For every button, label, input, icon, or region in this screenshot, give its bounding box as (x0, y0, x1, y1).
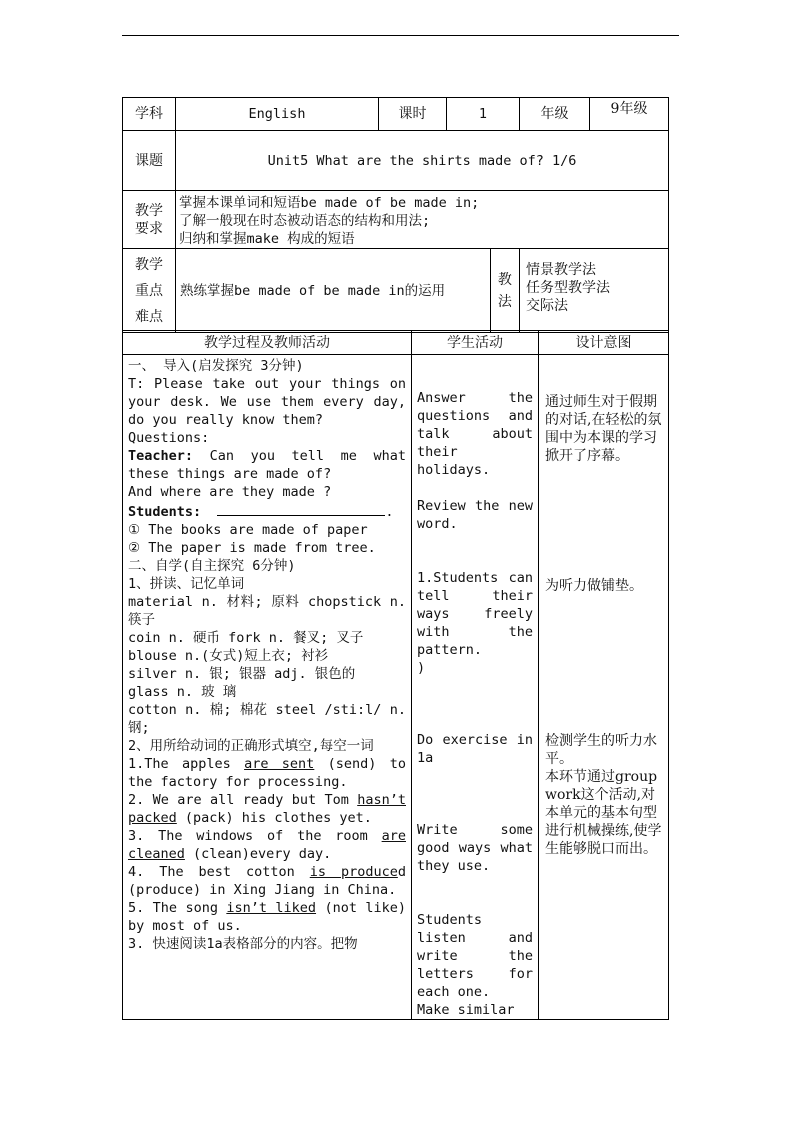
exercise-item (128, 899, 406, 935)
process-text: T: Please take out your things on your desk. We use them every day, do you really know them? (128, 376, 406, 428)
grade-value: 9年级 (590, 98, 669, 131)
col-design-header: 设计意图 (539, 331, 669, 355)
teacher-text: Can you tell me what these things are made of? (128, 448, 406, 482)
section-title: 二、自学(自主探究 6分钟) (128, 558, 296, 574)
process-text: 1、拼读、记忆单词 (128, 576, 245, 592)
period-label: 课时 (379, 98, 447, 131)
spacer (417, 551, 533, 569)
design-note: 本环节通过group work这个活动,对本单元的基本句型进行机械操练,使学生能够脱口而出。 (545, 769, 662, 857)
student-activity: Students listen and write the letters for each one. (417, 912, 533, 1000)
exercise-item (128, 791, 406, 827)
section-title: 一、 导入(启发探究 3分钟) (128, 358, 304, 374)
exercise-answer: isn’t liked (226, 900, 317, 916)
req-content (176, 191, 669, 249)
vocab-line: glass n. 玻 璃 (128, 684, 237, 700)
spacer (417, 803, 533, 821)
key-method-inner (176, 249, 519, 332)
exercise-text: 3. The windows of the room (128, 828, 382, 844)
answer-blank (217, 501, 385, 516)
period-value: 1 (447, 98, 520, 131)
exercise-item (128, 863, 406, 899)
process-text: ② The paper is made from tree. (128, 540, 376, 556)
spacer (417, 767, 533, 785)
col-student-header: 学生活动 (412, 331, 539, 355)
exercise-item (128, 755, 406, 791)
exercise-answer: hasn’t packed (128, 792, 406, 826)
design-note: 为听力做铺垫。 (545, 578, 643, 594)
student-activity: Answer the questions and talk about their holidays. (417, 390, 533, 478)
students-line: Students: . (128, 501, 406, 521)
exercise-answer: is produce (309, 864, 398, 880)
subject-label: 学科 (123, 98, 176, 131)
exercise-text: (clean)every day. (184, 846, 332, 862)
process-text (128, 447, 406, 483)
method-item: 任务型教学法 (526, 280, 610, 296)
req-line: 掌握本课单词和短语be made of be made in; (179, 195, 480, 211)
exercise-text: 2. We are all ready but Tom (128, 792, 358, 808)
exercise-text: (not like) by most of us. (128, 900, 406, 934)
vocab-line: cotton n. 棉; 棉花 steel /sti:l/ n. 钢; (128, 702, 406, 736)
student-activity: Make similar (417, 1002, 515, 1018)
key-label: 教学重点难点 (123, 249, 176, 333)
topic-label: 课题 (123, 131, 176, 191)
key-method-wrap (176, 249, 520, 333)
process-text: Questions: (128, 430, 210, 446)
teacher-label: Teacher: (128, 448, 194, 464)
student-activity: Review the new word. (417, 498, 533, 532)
student-activity: 1.Students can tell their ways freely with the pattern. (417, 570, 533, 658)
process-text: 3. 快速阅读1a表格部分的内容。把物 (128, 936, 358, 952)
process-text: 2、用所给动词的正确形式填空,每空一词 (128, 738, 374, 754)
spacer (417, 677, 533, 695)
exercise-item (128, 827, 406, 863)
exercise-text: d (produce) in Xing Jiang in China. (128, 864, 406, 898)
spacer (417, 695, 533, 713)
spacer (417, 785, 533, 803)
method-label: 教法 (497, 271, 512, 310)
header-table (122, 97, 669, 333)
lesson-table (122, 330, 669, 1020)
vocab-line: blouse n.(女式)短上衣; 衬衫 (128, 648, 329, 664)
exercise-text: 5. The song (128, 900, 227, 916)
vocab-line: silver n. 银; 银器 adj. 银色的 (128, 666, 356, 682)
students-label: Students: (128, 504, 202, 520)
design-note: 检测学生的听力水平。 (545, 733, 657, 767)
top-rule (122, 35, 679, 36)
spacer (417, 533, 533, 551)
exercise-text: 1.The apples (128, 756, 245, 772)
student-cell (412, 355, 539, 1020)
design-cell (539, 355, 669, 1020)
student-activity: Do exercise in 1a (417, 732, 533, 766)
req-label: 教学要求 (123, 191, 176, 249)
vocab-line: coin n. 硬币 fork n. 餐叉; 叉子 (128, 630, 364, 646)
process-text: And where are they made ? (128, 484, 332, 500)
spacer (417, 713, 533, 731)
vocab-line: material n. 材料; 原料 chopstick n.筷子 (128, 594, 406, 628)
grade-label: 年级 (520, 98, 590, 131)
topic-value: Unit5 What are the shirts made of? 1/6 (176, 131, 669, 191)
method-item: 情景教学法 (526, 262, 596, 278)
process-cell (123, 355, 412, 1020)
spacer (417, 875, 533, 893)
col-process-header: 教学过程及教师活动 (123, 331, 412, 355)
method-item: 交际法 (526, 298, 568, 314)
design-note: 通过师生对于假期的对话,在轻松的氛围中为本课的学习掀开了序幕。 (545, 394, 662, 464)
exercise-answer: are sent (244, 756, 315, 772)
exercise-answer: are cleaned (128, 828, 406, 862)
req-line: 了解一般现在时态被动语态的结构和用法; (179, 213, 431, 229)
spacer (545, 465, 662, 577)
req-line: 归纳和掌握make 构成的短语 (179, 231, 355, 247)
exercise-text: (send) to the factory for processing. (128, 756, 406, 790)
process-text: ① The books are made of paper (128, 522, 368, 538)
student-activity: ) (417, 660, 426, 676)
exercise-text: (pack) his clothes yet. (176, 810, 372, 826)
spacer (417, 893, 533, 911)
key-value: 熟练掌握be made of be made in的运用 (176, 249, 490, 332)
spacer (545, 595, 662, 732)
student-activity: Write some good ways what they use. (417, 822, 533, 874)
subject-value: English (176, 98, 379, 131)
method-content (520, 249, 669, 333)
spacer (417, 479, 533, 497)
exercise-text: 4. The best cotton (128, 864, 310, 880)
